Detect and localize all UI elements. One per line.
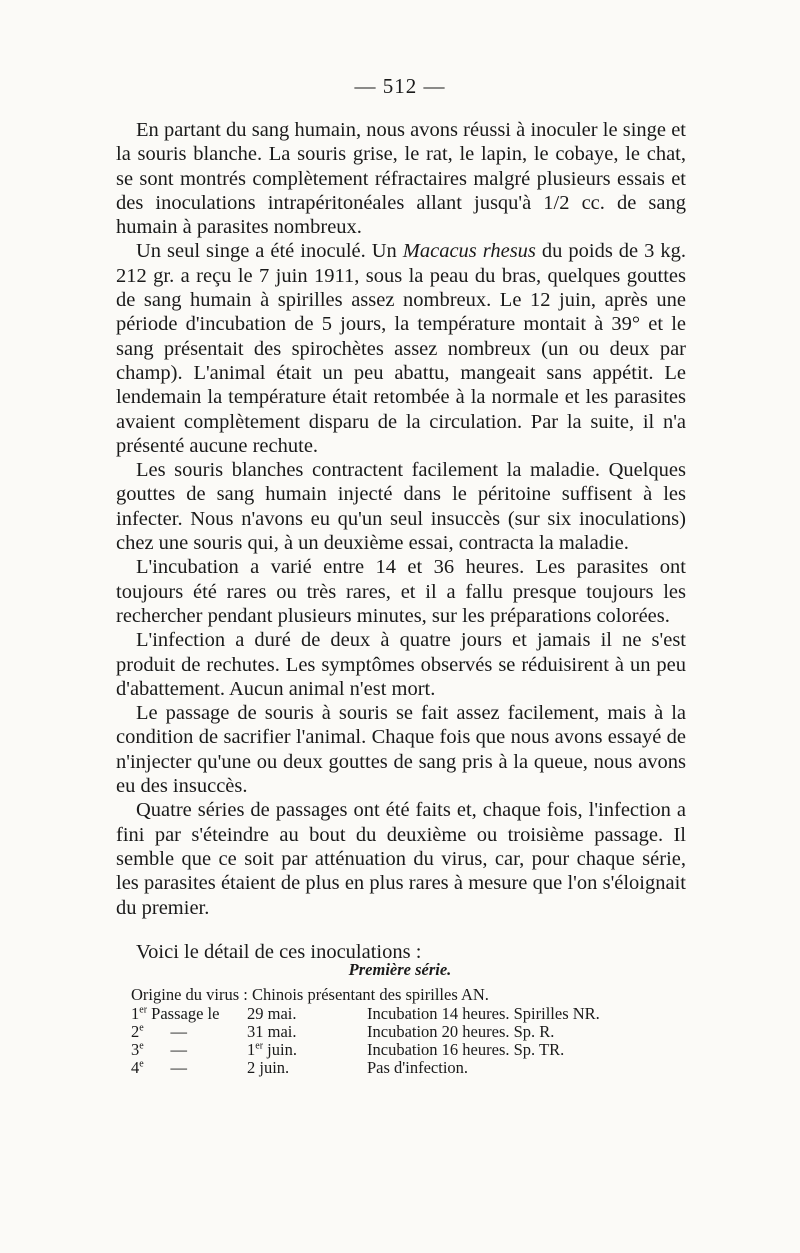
paragraph-1: En partant du sang humain, nous avons réussi à inoculer le singe et la souris blanche. La souris grise, le rat, le lapin, le cobaye, le chat, se sont montrés complètement réfractaires malgré plusieurs essais et des inoculations intrapéritonéales allant jusqu'à 1/2 cc. de sang humain à parasites nombreux. bbox=[116, 119, 686, 239]
passage-row bbox=[131, 1005, 691, 1023]
passage-date: 2 juin. bbox=[247, 1058, 290, 1077]
paragraph-2: Un seul singe a été inoculé. Un Macacus rhesus du poids de 3 kg. 212 gr. a reçu le 7 juin 1911, sous la peau du bras, quelques gouttes de sang humain à spirilles assez nombreux. Le 12 juin, après une période d'incubation de 5 jours, la température montait à 39° et le sang présentait des spirochètes assez nombreux (un ou deux par champ). L'animal était un peu abattu, mangeait sans appétit. Le lendemain la température était retombée à la normale et les parasites avaient complètement disparu de la circulation. Par la suite, il n'a présenté aucune rechute. bbox=[116, 240, 686, 457]
passage-row bbox=[131, 1023, 691, 1041]
passage-rows bbox=[131, 1005, 691, 1077]
passage-row bbox=[131, 1059, 691, 1077]
passage-table bbox=[131, 986, 691, 1077]
origin-line: Origine du virus : Chinois présentant des spirilles AN. bbox=[131, 985, 489, 1004]
passage-row bbox=[131, 1041, 691, 1059]
page-number: — 512 — bbox=[354, 74, 446, 98]
passage-detail: Pas d'infection. bbox=[367, 1058, 469, 1077]
passage-number: 4e — bbox=[131, 1058, 187, 1077]
passage-date: 29 mai. bbox=[247, 1004, 297, 1023]
passage-date: 31 mai. bbox=[247, 1022, 297, 1041]
passage-number: 3e — bbox=[131, 1040, 187, 1059]
passage-number: 2e — bbox=[131, 1022, 187, 1041]
intro-line: Voici le détail de ces inoculations : bbox=[136, 940, 422, 963]
species-name: Macacus rhesus bbox=[402, 240, 536, 263]
paragraph-5: L'infection a duré de deux à quatre jours et jamais il ne s'est produit de rechutes. Les symptômes observés se réduisirent à un peu d'abattement. Aucun animal n'est mort. bbox=[116, 629, 686, 700]
paragraph-3: Les souris blanches contractent facilement la maladie. Quelques gouttes de sang humain injecté dans le péritoine suffisent à les infecter. Nous n'avons eu qu'un seul insuccès (sur six inoculations) chez une souris qui, à un deuxième essai, contracta la maladie. bbox=[116, 459, 686, 555]
passage-detail: Incubation 20 heures. Sp. R. bbox=[367, 1022, 555, 1041]
passage-detail: Incubation 16 heures. Sp. TR. bbox=[367, 1040, 565, 1059]
paragraph-7: Quatre séries de passages ont été faits et, chaque fois, l'infection a fini par s'éteindre au bout du deuxième ou troisième passage. Il semble que ce soit par atténuation du virus, car, pour chaque série, les parasites étaient de plus en plus rares à mesure que l'on s'éloignait du premier. bbox=[116, 799, 686, 919]
paragraph-6: Le passage de souris à souris se fait assez facilement, mais à la condition de sacrifier l'animal. Chaque fois que nous avons essayé de n'injecter qu'une ou deux gouttes de sang pris à la queue, nous avons eu des insuccès. bbox=[116, 702, 686, 798]
passage-detail: Incubation 14 heures. Spirilles NR. bbox=[367, 1004, 600, 1023]
passage-number: 1er Passage le bbox=[131, 1004, 220, 1023]
paragraph-4: L'incubation a varié entre 14 et 36 heures. Les parasites ont toujours été rares ou très rares, et il a fallu presque toujours les rechercher pendant plusieurs minutes, sur les préparations colorées. bbox=[116, 556, 686, 627]
passage-date: 1er juin. bbox=[247, 1040, 297, 1059]
body-text bbox=[116, 118, 686, 964]
serie-title: Première série. bbox=[348, 960, 452, 979]
